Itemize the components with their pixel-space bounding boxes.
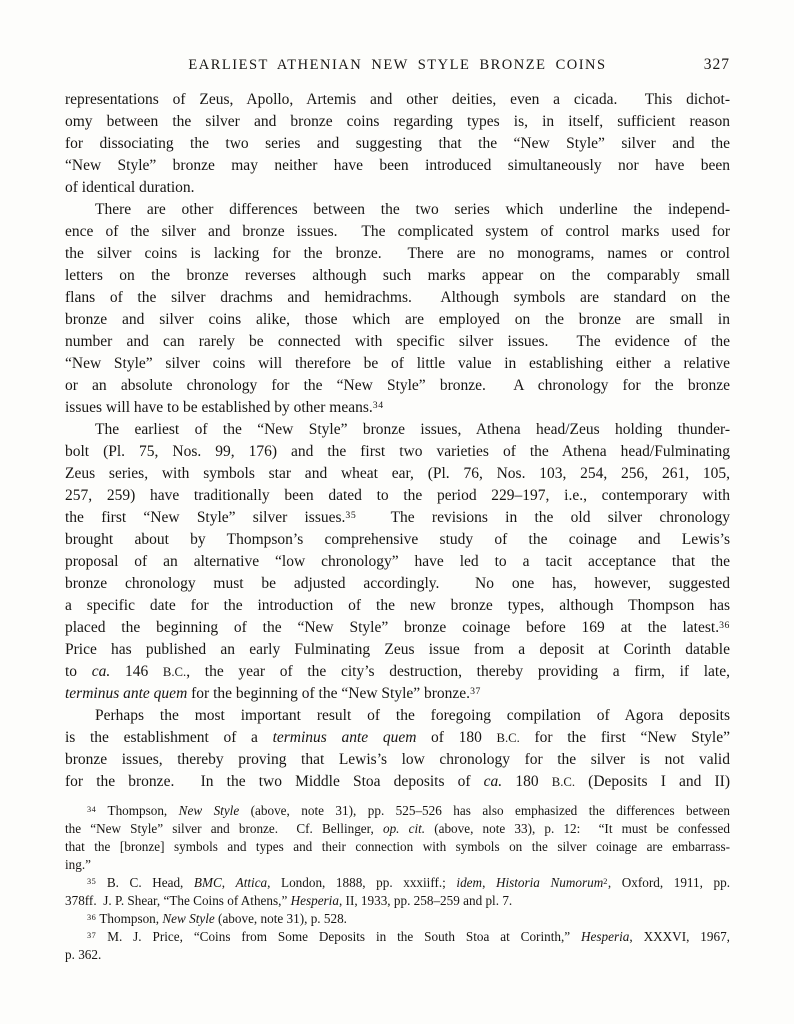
footnote-line — [65, 892, 730, 910]
text-segment-i: op. cit. — [382, 821, 426, 836]
text-segment: bolt (Pl. 75, Nos. 99, 176) and the first two varieties of the Athena head/Fulminating — [65, 443, 730, 460]
footnote-line — [65, 874, 730, 892]
text-segment-i: ca. — [91, 663, 111, 680]
body-line — [65, 441, 730, 463]
body-line — [65, 507, 730, 529]
text-segment: is the establishment of a — [65, 729, 273, 746]
text-segment: ing.” — [65, 857, 92, 872]
text-segment: for the first “New Style” — [519, 729, 730, 746]
footnotes — [65, 802, 730, 964]
footnote-line — [65, 838, 730, 856]
body-line — [65, 111, 730, 133]
text-segment-i: Historia Numorum — [495, 875, 604, 890]
text-segment-sup: 36 — [87, 912, 97, 922]
body-line — [65, 89, 730, 111]
text-segment: (Deposits I and II) — [575, 773, 731, 790]
body-line — [65, 331, 730, 353]
body-line — [65, 221, 730, 243]
text-segment-sc: B.C. — [162, 665, 187, 679]
footnote-line — [65, 820, 730, 838]
text-segment: M. J. Price, “Coins from Some Deposits in the South Stoa at Corinth,” — [96, 929, 582, 944]
body-line — [65, 243, 730, 265]
text-segment: brought about by Thompson’s comprehensive study of the coinage and Lewis’s — [65, 531, 730, 548]
body-line — [65, 463, 730, 485]
body-line — [65, 133, 730, 155]
body-line — [65, 199, 730, 221]
text-segment-i: Hesperia — [290, 893, 339, 908]
body-line — [65, 397, 730, 419]
text-segment: The revisions in the old silver chronology — [356, 509, 731, 526]
body-line — [65, 705, 730, 727]
footnote-line — [65, 802, 730, 820]
text-segment: for dissociating the two series and suggesting that the “New Style” silver and the — [65, 135, 730, 152]
text-segment-sup: 37 — [87, 930, 97, 940]
text-segment: that the [bronze] symbols and types and their connection with symbols on the silver coinage are embarrass- — [65, 839, 730, 854]
text-segment: (above, note 31), pp. 525–526 has also emphasized the differences between — [239, 803, 730, 818]
text-segment-sup: 34 — [87, 804, 97, 814]
text-segment: flans of the silver drachms and hemidrachms. Although symbols are standard on the — [65, 289, 730, 306]
text-segment: , II, 1933, pp. 258–259 and pl. 7. — [338, 893, 513, 908]
text-segment: , London, 1888, pp. xxxiiff.; — [267, 875, 457, 890]
text-segment-i: terminus ante quem — [65, 685, 188, 702]
footnote-line — [65, 856, 730, 874]
text-segment-sup: 35 — [345, 509, 357, 521]
text-segment-sup: 36 — [719, 619, 730, 631]
body-text — [65, 89, 730, 793]
text-segment: Thompson, — [96, 803, 179, 818]
text-segment: , the year of the city’s destruction, thereby providing a firm, if late, — [186, 663, 730, 680]
text-segment: to — [65, 663, 92, 680]
text-segment: B. C. Head, — [96, 875, 194, 890]
body-line — [65, 375, 730, 397]
text-segment: of identical duration. — [65, 179, 195, 196]
text-segment: the first “New Style” silver issues. — [65, 509, 346, 526]
text-segment-i: Attica — [235, 875, 268, 890]
text-segment: “New Style” silver coins will therefore be of little value in establishing either a relative — [65, 355, 730, 372]
text-segment: p. 362. — [65, 947, 102, 962]
text-segment-sup: 2 — [603, 876, 608, 886]
text-segment: or an absolute chronology for the “New Style” bronze. A chronology for the bronze — [65, 377, 730, 394]
text-segment: (above, note 31), p. 528. — [214, 911, 347, 926]
text-segment: the “New Style” silver and bronze. Cf. Bellinger, — [65, 821, 383, 836]
body-line — [65, 177, 730, 199]
text-segment: a specific date for the introduction of the new bronze types, although Thompson has — [65, 597, 730, 614]
body-line — [65, 309, 730, 331]
text-segment: (above, note 33), p. 12: “It must be confessed — [425, 821, 731, 836]
body-line — [65, 155, 730, 177]
text-segment: proposal of an alternative “low chronology” have led to a tacit acceptance that the — [65, 553, 730, 570]
text-segment-i: New Style — [178, 803, 240, 818]
body-line — [65, 485, 730, 507]
text-segment: letters on the bronze reverses although such marks appear on the comparably small — [65, 267, 730, 284]
running-head-title: EARLIEST ATHENIAN NEW STYLE BRONZE COINS — [188, 57, 607, 73]
text-segment: for the bronze. In the two Middle Stoa deposits of — [65, 773, 484, 790]
body-line — [65, 287, 730, 309]
text-segment: for the beginning of the “New Style” bronze. — [187, 685, 471, 702]
body-line — [65, 771, 730, 793]
body-line — [65, 551, 730, 573]
text-segment-sc: B.C. — [496, 731, 520, 745]
text-segment: issues will have to be established by other means. — [65, 399, 373, 416]
text-segment: 257, 259) have traditionally been dated to the period 229–197, i.e., contemporary with — [65, 487, 730, 504]
text-segment: Price has published an early Fulminating Zeus issue from a deposit at Corinth datable — [65, 641, 730, 658]
body-line — [65, 529, 730, 551]
text-segment: “New Style” bronze may neither have been introduced simultaneously nor have been — [65, 157, 730, 174]
text-segment: bronze issues, thereby proving that Lewis’s low chronology for the silver is not valid — [65, 751, 730, 768]
body-line — [65, 661, 730, 683]
text-segment: Thompson, — [96, 911, 163, 926]
text-segment: , — [221, 875, 236, 890]
body-line — [65, 727, 730, 749]
text-segment: , XXXVI, 1967, — [629, 929, 730, 944]
text-segment: 180 — [502, 773, 552, 790]
footnote-line — [65, 910, 730, 928]
text-segment: number and can rarely be connected with specific silver issues. The evidence of the — [65, 333, 730, 350]
text-segment: placed the beginning of the “New Style” bronze coinage before 169 at the latest. — [65, 619, 720, 636]
text-segment: bronze and silver coins alike, those which are employed on the bronze are small in — [65, 311, 730, 328]
text-segment: the silver coins is lacking for the bronze. There are no monograms, names or control — [65, 245, 730, 262]
text-segment-i: ca. — [483, 773, 503, 790]
text-segment: , Oxford, 1911, pp. — [607, 875, 730, 890]
text-segment-i: New Style — [162, 911, 215, 926]
text-segment: Zeus series, with symbols star and wheat ear, (Pl. 76, Nos. 103, 254, 256, 261, 105, — [65, 465, 730, 482]
body-line — [65, 573, 730, 595]
text-segment-i: idem — [456, 875, 483, 890]
text-segment: 378ff. J. P. Shear, “The Coins of Athens,” — [65, 893, 291, 908]
text-segment: ence of the silver and bronze issues. The complicated system of control marks used for — [65, 223, 730, 240]
text-segment-sup: 37 — [470, 685, 481, 697]
text-segment: omy between the silver and bronze coins regarding types is, in itself, sufficient reason — [65, 113, 730, 130]
body-line — [65, 419, 730, 441]
text-segment: Perhaps the most important result of the foregoing compilation of Agora deposits — [95, 707, 730, 724]
text-segment: 146 — [110, 663, 163, 680]
body-line — [65, 749, 730, 771]
text-segment-sup: 35 — [87, 876, 97, 886]
text-segment-sc: B.C. — [551, 775, 576, 789]
body-line — [65, 639, 730, 661]
text-segment: There are other differences between the two series which underline the independ- — [95, 201, 730, 218]
text-segment: of 180 — [416, 729, 497, 746]
text-segment: The earliest of the “New Style” bronze issues, Athena head/Zeus holding thunder- — [95, 421, 730, 438]
text-segment: , — [482, 875, 496, 890]
text-segment-i: BMC — [193, 875, 222, 890]
footnote-line — [65, 946, 730, 964]
text-segment-sup: 34 — [372, 399, 384, 411]
running-head — [65, 56, 730, 73]
page-number: 327 — [703, 56, 730, 73]
body-line — [65, 595, 730, 617]
text-segment: bronze chronology must be adjusted accordingly. No one has, however, suggested — [65, 575, 730, 592]
body-line — [65, 265, 730, 287]
text-segment: representations of Zeus, Apollo, Artemis and other deities, even a cicada. This dichot- — [65, 91, 730, 108]
text-segment-i: terminus ante quem — [272, 729, 417, 746]
footnote-line — [65, 928, 730, 946]
body-line — [65, 353, 730, 375]
body-line — [65, 683, 730, 705]
text-segment-i: Hesperia — [581, 929, 630, 944]
body-line — [65, 617, 730, 639]
